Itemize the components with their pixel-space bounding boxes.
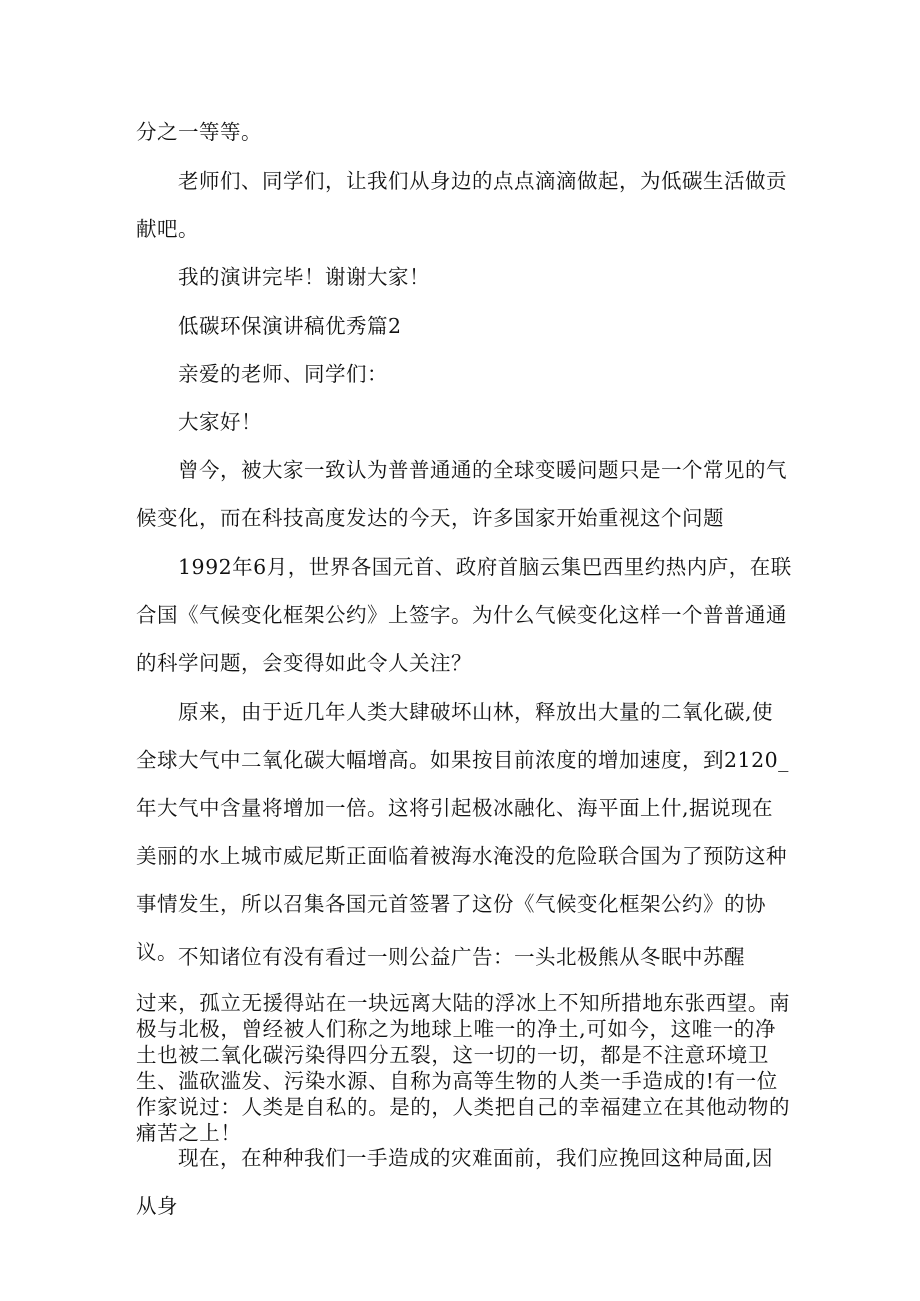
paragraph-10: 不知诸位有没有看过一则公益广告：一头北极熊从冬眠中苏醒 — [178, 945, 745, 969]
paragraph-3: 我的演讲完毕！谢谢大家！ — [178, 265, 430, 289]
paragraph-11: 过来，孤立无援得站在一块远离大陆的浮冰上不知所措地东张西望。南极与北极，曾经被人们称之为地球上唯一的净土,可如今，这唯一的净土也被二氧化碳污染得四分五裂，这一切的一切，都是不注意环境卫生、滥砍滥发、污染水源、自称为高等生物的人类一手造成的!有一位作家说过：人类是自私的。是的，人类把自己的幸福建立在其他动物的痛苦之上！ — [136, 991, 791, 1145]
salutation: 亲爱的老师、同学们： — [178, 362, 388, 386]
paragraph-1: 分之一等等。 — [136, 120, 262, 144]
paragraph-8: 1992年6月，世界各国元首、政府首脑云集巴西里约热内庐，在联合国《气候变化框架公约》上签字。为什么气候变化这样一个普普通通的科学问题，会变得如此令人关注？ — [136, 555, 792, 675]
section-heading: 低碳环保演讲稿优秀篇2 — [178, 314, 402, 338]
paragraph-12: 现在，在种种我们一手造成的灾难面前，我们应挽回这种局面,因从身 — [136, 1146, 774, 1218]
paragraph-7: 曾今，被大家一致认为普普通通的全球变暖问题只是一个常见的气候变化，而在科技高度发达的今天，许多国家开始重视这个问题 — [136, 458, 787, 530]
greeting: 大家好！ — [178, 410, 262, 434]
paragraph-9: 原来，由于近几年人类大肆破坏山林，释放出大量的二氧化碳,使全球大气中二氧化碳大幅增高。如果按目前浓度的增加速度，到2120_年大气中含量将增加一倍。这将引起极冰融化、海平面上什,据说现在美丽的水上城市威尼斯正面临着被海水淹没的危险联合国为了预防这种事情发生，所以召集各国元首签署了这份《气候变化框架公约》的协议。 — [136, 700, 789, 964]
paragraph-2: 老师们、同学们，让我们从身边的点点滴滴做起，为低碳生活做贡献吧。 — [136, 169, 787, 241]
